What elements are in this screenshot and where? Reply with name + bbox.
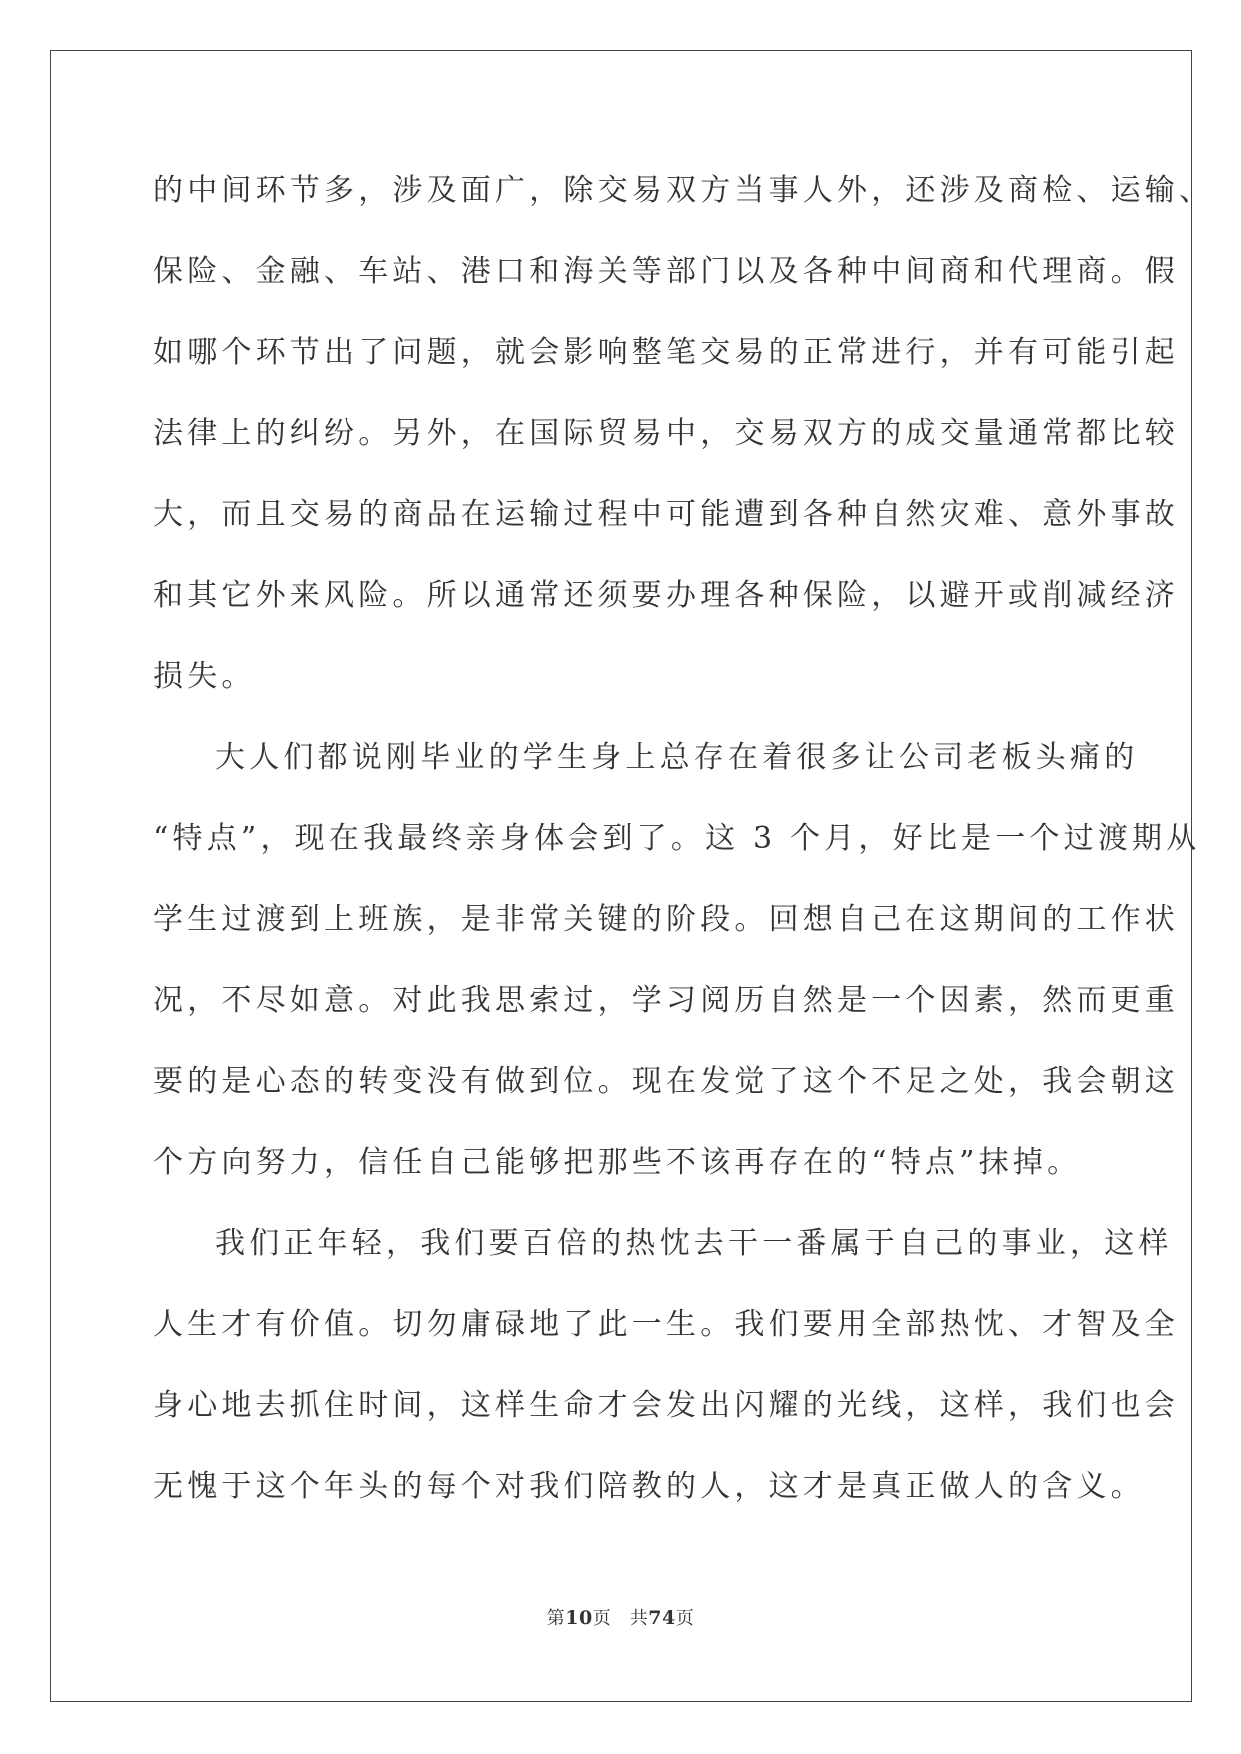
paragraph-1 <box>153 150 1214 717</box>
paragraph-line: 大人们都说刚毕业的学生身上总存在着很多让公司老板头痛的 <box>215 740 1139 775</box>
page-label-mid: 页 共 <box>592 1608 649 1629</box>
paragraph-line: 如哪个环节出了问题，就会影响整笔交易的正常进行，并有可能引起 <box>153 335 1179 370</box>
paragraph-line: 人生才有价值。切勿庸碌地了此一生。我们要用全部热忱、才智及全 <box>153 1307 1179 1342</box>
paragraph-3 <box>153 1203 1179 1527</box>
page-label-suffix: 页 <box>675 1608 695 1629</box>
paragraph-line: “特点”，现在我最终亲身体会到了。这 3 个月，好比是一个过渡期从 <box>153 821 1201 856</box>
paragraph-line: 保险、金融、车站、港口和海关等部门以及各种中间商和代理商。假 <box>153 254 1179 289</box>
current-page-number: 10 <box>565 1607 593 1629</box>
paragraph-line: 个方向努力，信任自己能够把那些不该再存在的“特点”抹掉。 <box>153 1145 1082 1180</box>
paragraph-line: 损失。 <box>153 659 256 694</box>
paragraph-line: 无愧于这个年头的每个对我们陪教的人，这才是真正做人的含义。 <box>153 1469 1145 1504</box>
paragraph-line: 我们正年轻，我们要百倍的热忱去干一番属于自己的事业，这样 <box>215 1226 1173 1261</box>
total-page-number: 74 <box>648 1607 676 1629</box>
document-body <box>153 150 1214 1527</box>
paragraph-line: 和其它外来风险。所以通常还须要办理各种保险，以避开或削减经济 <box>153 578 1179 613</box>
paragraph-line: 大，而且交易的商品在运输过程中可能遭到各种自然灾难、意外事故 <box>153 497 1179 532</box>
page-footer <box>0 1604 1241 1630</box>
paragraph-line: 身心地去抓住时间，这样生命才会发出闪耀的光线，这样，我们也会 <box>153 1388 1179 1423</box>
paragraph-line: 的中间环节多，涉及面广，除交易双方当事人外，还涉及商检、运输、 <box>153 173 1214 208</box>
paragraph-line: 况，不尽如意。对此我思索过，学习阅历自然是一个因素，然而更重 <box>153 983 1179 1018</box>
paragraph-2 <box>153 717 1201 1203</box>
paragraph-line: 要的是心态的转变没有做到位。现在发觉了这个不足之处，我会朝这 <box>153 1064 1179 1099</box>
page-label-prefix: 第 <box>546 1608 566 1629</box>
paragraph-line: 法律上的纠纷。另外，在国际贸易中，交易双方的成交量通常都比较 <box>153 416 1179 451</box>
paragraph-line: 学生过渡到上班族，是非常关键的阶段。回想自己在这期间的工作状 <box>153 902 1179 937</box>
